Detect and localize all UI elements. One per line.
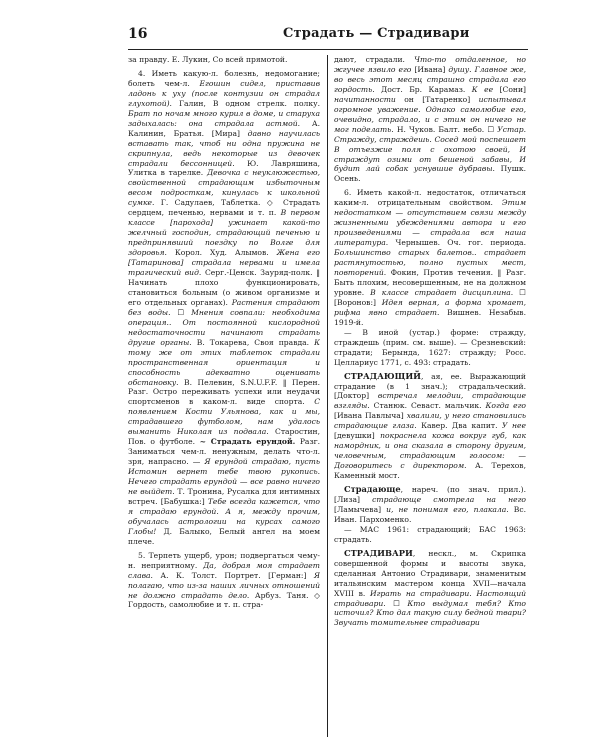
entry-continuation: за правду. Е. Лукин, Со всей прямотой.	[128, 55, 288, 64]
headword: СТРАДИВАРИ	[344, 547, 413, 558]
sense-5-continuation: дают, страдали. Что-то отдаленное, но жгучее язвило его [Ивана] душу. Главное же, во весь этот месяц страшно страдала его гордость. Дост. Бр. Карамаз. К ее [Сони] начитанности он [Татаренко] испытывал огромное уважение. Однако самолюбие его, очевидно, страдало, и с этим он ничего не мог поделать. Н. Чуков. Балт. небо. ☐ Устар. Стражду, страждешь. Сосед мой поспешает В отъезжие поля с охотою своей, И страждут озими от бешеной забавы, И будит лай собак уснувшие дубравы. Пушк. Осень.	[334, 55, 526, 184]
running-title: Страдать — Страдивари	[283, 26, 470, 41]
column-divider	[327, 55, 328, 737]
etymology-note: — В иной (устар.) форме: стражду, страждешь (прим. см. выше). — Срезневский: страдати; Берында, 1627: стражду; Росс. Целлариус 1771, с. 493: страдать.	[334, 327, 526, 367]
sense-5: 5. Терпеть ущерб, урон; подвергаться чему-н. неприятному. Да, добрая моя страдает слава. А. К. Толст. Портрет. [Герман:] Я полагаю, что из-за наших личных отношений не должно страдать дело. Арбуз. Таня. ◇ Гордость, самолюбие и т. п. стра-	[128, 550, 320, 610]
header-rule	[128, 49, 528, 50]
headword: Страдающе	[344, 484, 401, 495]
entry-stradayushchiy: СТРАДАЮЩИЙ, ая, ее. Выражающий страдание (в 1 знач.); страдальческий. [Доктор] встречал мелодии, страдающие взгляды. Станюк. Севаст. мальчик. Когда его [Ивана Павлыча] хвалили, у него становились страдающие глаза. Кавер. Два капит. У нее [девушки] покраснела кожа вокруг губ, как намордник, и она сказала в сторону другим, человечным, страдающим голосом: — Договоритесь с директором. А. Терехов, Каменный мост.	[334, 370, 526, 481]
sense-4: 4. Иметь какую-л. болезнь, недомогание; болеть чем-л. Егошин сидел, приставив ладонь к уху (после контузии он страдал глухотой). Галин, В одном стрелк. полку. Брат по ночам много курил в доме, и старуха задыхалась: она страдала астмой. А. Калинин, Братья. [Мира] давно научилась вставать так, чтоб ни одна пружина не скрипнула, ведь некоторые из девочек страдали бессонницей. Ю. Лавряшина, Улитка в тарелке. Девочка с неуклюжестью, свойственной страдающим избыточным весом подросткам, кинулась к школьной сумке. Г. Садулаев, Таблетка. ◇ Страдать сердцем, печенью, нервами и т. п. В первом классе [парохода] ужинает какой-то желчный господин, страдающий печенью и предпринявший поездку по Волге для здоровья. Корол. Худ. Алымов. Жена его [Татаринова] страдала нервами и имела трагический вид. Серг.-Ценск. Зауряд-полк. ‖ Начинать плохо функционировать, становиться больным (о живом организме и его отдельных органах). Растения страдают без воды. ☐ Мнения совпали: необходима операция.. От постоянной кислородной недостаточности начинают страдать другие органы. В. Токарева, Своя правда. К тому же от этих таблеток страдали пространственная ориентация и способность адекватно оценивать обстановку. В. Пелевин, S.N.U.F.F. ‖ Перен. Разг. Остро переживать успехи или неудачи спортсменов в каком-л. виде спорта. С появлением Кости Ульянова, как и мы, страдавшего футболом, нам удалось выманить Николая из подвала. Старостин, Пов. о футболе. ~ Страдать ерундой. Разг. Заниматься чем-л. ненужным, делать что-л. зря, напрасно. — Я ерундой страдаю, пусть Истомин вернет тебе твою рукопись. Нечего страдать ерундой — все равно ничего не выйдет. Т. Тронина, Русалка для интимных встреч. [Бабушка:] Тебе всегда кажется, что я страдаю ерундой. А я, между прочим, обучалась астрологии на курсах самого Глобы! Д. Балыко, Белый ангел на моем плече.	[128, 68, 320, 546]
sense-6: 6. Иметь какой-л. недостаток, отличаться каким-л. отрицательным свойством. Этим недостатком — отсутствием связи между жизненными убеждениями автора и его произведениями — страдала вся наша литература. Чернышев. Оч. гог. периода. Большинство старых балетов.. страдает растянутостью, полно пустых мест, повторений. Фокин, Против течения. ‖ Разг. Быть плохим, несовершенным, не на должном уровне. В классе страдает дисциплина. ☐ [Воронов:] Идея верная, а форма хромает, рифма явно страдает. Вишнев. Незабыв. 1919-й.	[334, 188, 526, 327]
source-note: — МАС 1961: страдающий; БАС 1963: страдать.	[334, 524, 526, 544]
page-number: 16	[128, 26, 148, 42]
entry-stradayushche: Страдающе, нареч. (по знач. прил.). [Лиза] страдающе смотрела на него [Ламычева] и, не понимая его, плакала. Вс. Иван. Пархоменко.	[334, 484, 526, 524]
right-column	[334, 55, 526, 737]
page-header	[128, 26, 528, 46]
entry-stradivari: СТРАДИВАРИ, нескл., м. Скрипка совершенной формы и высоты звука, сделанная Антонио Страдивари, знаменитым итальянским мастером конца XVII—начала XVIII в. Играть на страдивари. Настоящий страдивари. ☐ Кто выдумал тебя? Кто источил? Кто дал такую силу бедной твари? Звучать томительнее страдивари	[334, 547, 526, 628]
left-column	[128, 55, 320, 737]
headword: СТРАДАЮЩИЙ	[344, 370, 421, 381]
